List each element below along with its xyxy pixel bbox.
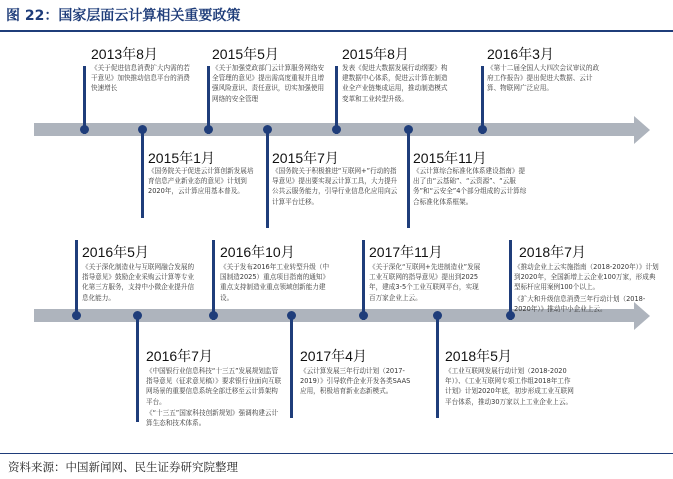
event-description: 《关于促进信息消费扩大内需的若干意见》加快推动信息平台的消费快速增长 — [91, 64, 190, 93]
event-year: 2016年5月 — [82, 244, 149, 260]
event-description: 《推动企业上云实施指南（2018-2020年）》计划到2020年，全国新增上云企业100万家，形成典型标杆应用案例100个以上。 《扩大和升级信息消费三年行动计划（2018-2020年）》推动中小企业上云。 — [514, 263, 659, 313]
timeline-dot — [478, 125, 487, 134]
timeline-dot — [72, 311, 81, 320]
connector-line — [481, 66, 484, 134]
event-year: 2015年5月 — [212, 46, 279, 62]
event-year: 2016年7月 — [146, 348, 213, 364]
event-description: 《中国银行业信息科技“十三五”发展规划监管指导意见（征求意见稿）》要求银行业面向互联网场景的重要信息系统全部迁移至云计算架构平台。 《“十三五”国家科技创新规划》强调构建云计算生态和技术体系。 — [146, 367, 282, 428]
event-year: 2017年4月 — [300, 348, 367, 364]
connector-line — [362, 240, 365, 320]
figure-title-bar — [0, 0, 673, 32]
event-description: 发表《促进大数据发展行动纲要》构建数据中心体系，促进云计算在制造业全产业链集成运用，推动制造模式变革和工业转型升级。 — [342, 64, 448, 103]
footer-divider — [0, 453, 673, 454]
event-year: 2015年8月 — [342, 46, 409, 62]
connector-line — [407, 128, 410, 228]
connector-line — [290, 314, 293, 418]
event-description: 《关于加强党政部门云计算服务网络安全管理的意见》提出需高度重视并且增强风险意识、责任意识，切实加强使用网络的安全管理 — [212, 64, 325, 103]
connector-line — [335, 66, 338, 134]
connector-line — [207, 66, 210, 134]
timeline-dot — [204, 125, 213, 134]
timeline-dot — [359, 311, 368, 320]
event-description: 《关于发布2016年工业转型升级（中国制造2025）重点项目指南的通知》重点支持制造业重点领域创新能力建设。 — [220, 263, 330, 302]
connector-line — [75, 240, 78, 320]
event-description: 《国务院关于促进云计算创新发展培育信息产业新业态的意见》计划到2020年，云计算应用基本普及。 — [148, 167, 254, 196]
event-year: 2015年7月 — [272, 150, 339, 166]
timeline-dot — [209, 311, 218, 320]
connector-line — [83, 66, 86, 134]
connector-line — [136, 314, 139, 422]
timeline-upper-arrow-icon — [634, 116, 650, 144]
timeline-dot — [433, 311, 442, 320]
event-description: 《关于深化制造业与互联网融合发展的指导意见》鼓励企业采购云计算等专业化第三方服务，支持中小微企业提升信息化能力。 — [82, 263, 195, 302]
event-description: 《第十二届全国人大四次会议审议的政府工作报告》提出促进大数据、云计算、物联网广泛应用。 — [487, 64, 600, 93]
figure-title: 图 22：国家层面云计算相关重要政策 — [6, 8, 241, 24]
event-year: 2013年8月 — [91, 46, 158, 62]
event-year: 2016年10月 — [220, 244, 295, 260]
timeline-dot — [138, 125, 147, 134]
timeline-dot — [404, 125, 413, 134]
event-description: 《关于深化“互联网+先进制造业”发展工业互联网的指导意见》提出到2025年，建成3-5个工业互联网平台，实现百万家企业上云。 — [369, 263, 481, 302]
timeline-dot — [332, 125, 341, 134]
event-year: 2018年7月 — [519, 244, 586, 260]
connector-line — [266, 128, 269, 228]
timeline-dot — [287, 311, 296, 320]
event-description: 《云计算综合标准化体系建设指南》提出了由“云基础”、“云资源”、“云服务”和“云安全”4个部分组成的云计算综合标准化体系框架。 — [413, 167, 527, 206]
event-description: 《国务院关于积极推进“互联网+”行动的指导意见》提出要实现云计算工具，大力提升公共云服务能力，引导行业信息化应用向云计算平台迁移。 — [272, 167, 398, 206]
connector-line — [212, 240, 215, 320]
timeline-dot — [263, 125, 272, 134]
timeline-dot — [133, 311, 142, 320]
event-year: 2018年5月 — [445, 348, 512, 364]
event-year: 2015年11月 — [413, 150, 487, 166]
event-description: 《云计算发展三年行动计划（2017-2019）》引导软件企业开发各类SAAS应用，积极培育新业态新模式。 — [300, 367, 411, 396]
connector-line — [436, 314, 439, 418]
event-year: 2017年11月 — [369, 244, 443, 260]
event-year: 2015年1月 — [148, 150, 215, 166]
source-note: 资料来源：中国新闻网、民生证券研究院整理 — [8, 460, 238, 474]
event-description: 《工业互联网发展行动计划（2018-2020年）》、《工业互联网专项工作组2018年工作计划》计划2020年底，初步形成工业互联网平台体系，推动30万家以上工业企业上云。 — [445, 367, 574, 406]
connector-line — [141, 128, 144, 218]
timeline-dot — [80, 125, 89, 134]
event-year: 2016年3月 — [487, 46, 554, 62]
connector-line — [509, 240, 512, 320]
